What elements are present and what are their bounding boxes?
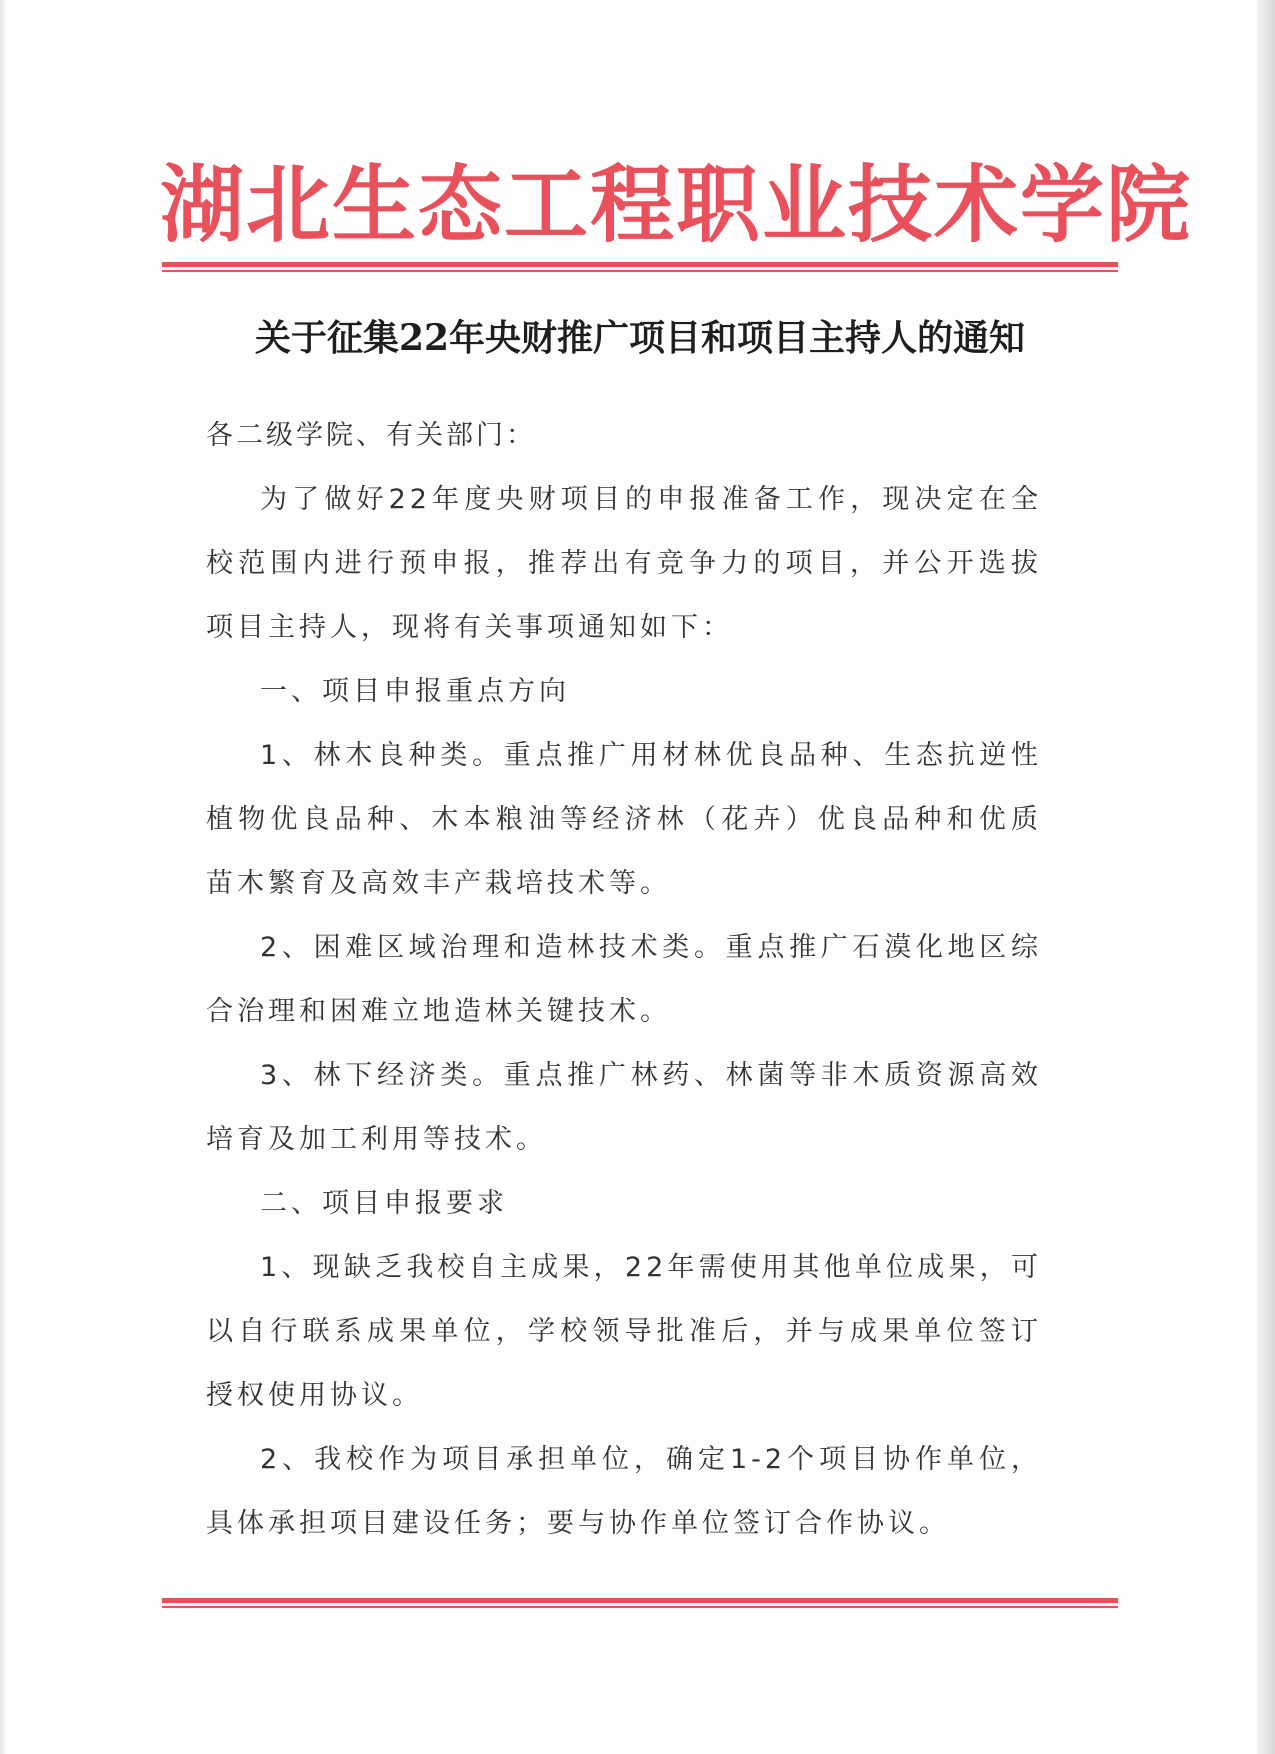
section-2-item-2: 2、我校作为项目承担单位，确定1-2个项目协作单位，具体承担项目建设任务；要与协作单位签订合作协议。	[206, 1444, 1042, 1539]
section-1-item-1: 1、林木良种类。重点推广用材林优良品种、生态抗逆性植物优良品种、木本粮油等经济林（花卉）优良品种和优质苗木繁育及高效丰产栽培技术等。	[206, 740, 1042, 899]
section-1-item-3: 3、林下经济类。重点推广林药、林菌等非木质资源高效培育及加工利用等技术。	[206, 1060, 1042, 1155]
section-1-heading: 一、项目申报重点方向	[260, 676, 570, 707]
section-2-heading: 二、项目申报要求	[260, 1188, 508, 1219]
section-2-item-1: 1、现缺乏我校自主成果，22年需使用其他单位成果，可以自行联系成果单位，学校领导批准后，并与成果单位签订授权使用协议。	[206, 1252, 1042, 1411]
scan-edge-right	[1257, 0, 1275, 1754]
section-1-item-2: 2、困难区域治理和造林技术类。重点推广石漠化地区综合治理和困难立地造林关键技术。	[206, 932, 1042, 1027]
document-body	[206, 404, 1042, 1556]
masthead-title: 湖北生态工程职业技术学院	[160, 155, 1193, 254]
intro-paragraph: 为了做好22年度央财项目的申报准备工作，现决定在全校范围内进行预申报，推荐出有竞争力的项目，并公开选拔项目主持人，现将有关事项通知如下：	[206, 484, 1042, 643]
masthead-red-rule	[162, 262, 1118, 272]
scan-edge-left	[0, 0, 6, 1754]
salutation: 各二级学院、有关部门：	[206, 420, 536, 451]
footer-red-rule	[162, 1598, 1118, 1608]
document-title: 关于征集22年央财推广项目和项目主持人的通知	[254, 317, 1026, 359]
